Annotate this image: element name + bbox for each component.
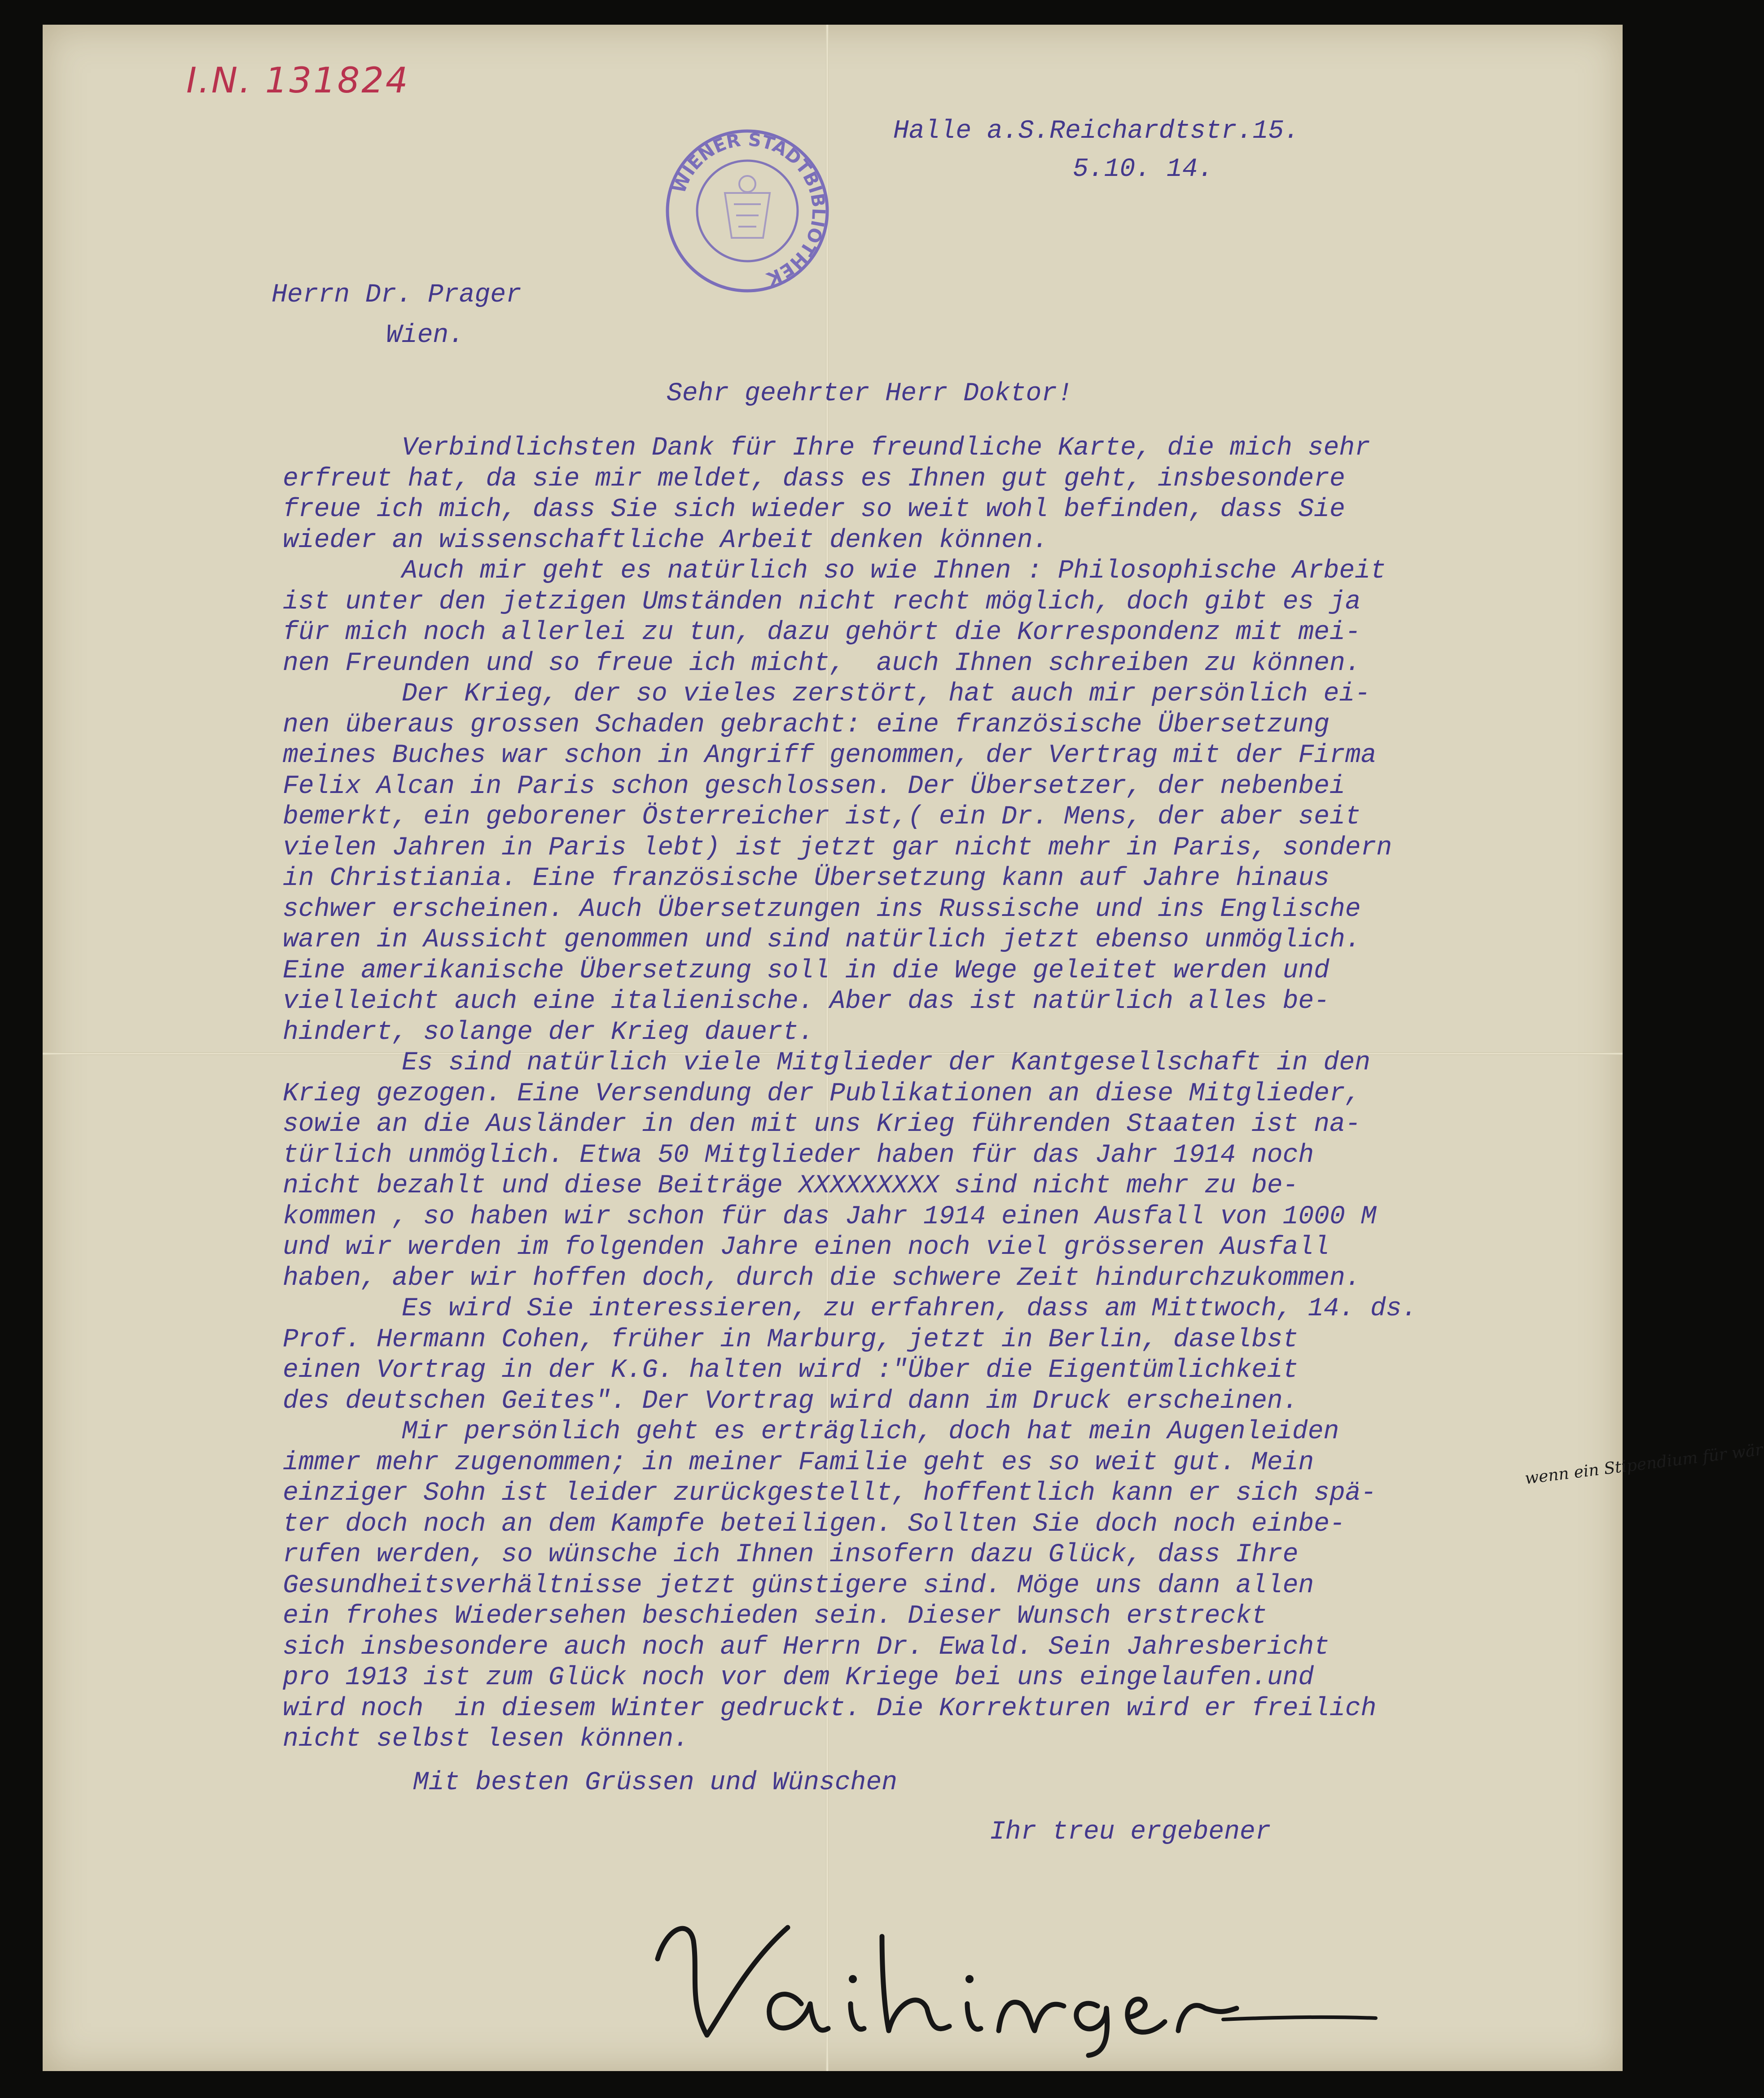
letter-body [283, 433, 1620, 1755]
stamp-text: WIENER STADTBIBLIOTHEK [668, 129, 829, 289]
body-line: Verbindlichsten Dank für Ihre freundliche Karte, die mich sehr [402, 434, 1370, 463]
body-line: waren in Aussicht genommen und sind natürlich jetzt ebenso unmöglich. [283, 925, 1361, 955]
body-line: Auch mir geht es natürlich so wie Ihnen : Philosophische Arbeit [402, 556, 1386, 586]
body-line: nen überaus grossen Schaden gebracht: eine französische Übersetzung [283, 710, 1330, 740]
body-line: vielleicht auch eine italienische. Aber das ist natürlich alles be- [283, 987, 1330, 1016]
body-line: pro 1913 ist zum Glück noch vor dem Kriege bei uns eingelaufen.und [283, 1663, 1314, 1692]
body-line: in Christiania. Eine französische Übersetzung kann auf Jahre hinaus [283, 864, 1330, 893]
salutation: Sehr geehrter Herr Doktor! [667, 379, 1073, 408]
body-line: haben, aber wir hoffen doch, durch die schwere Zeit hindurchzukommen. [283, 1263, 1361, 1293]
body-line: ter doch noch an dem Kampfe beteiligen. Sollten Sie doch noch einbe- [283, 1509, 1345, 1539]
letter-sheet [43, 25, 1764, 2071]
svg-text:WIENER STADTBIBLIOTHEK [669, 129, 829, 289]
body-line: türlich unmöglich. Etwa 50 Mitglieder haben für das Jahr 1914 noch [283, 1140, 1314, 1170]
body-line: nen Freunden und so freue ich micht, auch Ihnen schreiben zu können. [283, 648, 1361, 678]
body-line: bemerkt, ein geborener Österreicher ist,( ein Dr. Mens, der aber seit [283, 802, 1361, 832]
body-line: Krieg gezogen. Eine Versendung der Publikationen an diese Mitglieder, [283, 1079, 1361, 1108]
recipient-city: Wien. [386, 321, 465, 350]
body-line: Felix Alcan in Paris schon geschlossen. Der Übersetzer, der nebenbei [283, 771, 1345, 801]
body-line: Prof. Hermann Cohen, früher in Marburg, jetzt in Berlin, daselbst [283, 1325, 1299, 1354]
body-line: schwer erscheinen. Auch Übersetzungen ins Russische und ins Englische [283, 894, 1361, 924]
body-line: nicht bezahlt und diese Beiträge XXXXXXXXX sind nicht mehr zu be- [283, 1171, 1299, 1200]
body-line: erfreut hat, da sie mir meldet, dass es Ihnen gut geht, insbesondere [283, 464, 1345, 494]
body-line: Mir persönlich geht es erträglich, doch hat mein Augenleiden [402, 1417, 1339, 1446]
body-line: Gesundheitsverhältnisse jetzt günstigere sind. Möge uns dann allen [283, 1571, 1314, 1600]
body-line: meines Buches war schon in Angriff genommen, der Vertrag mit der Firma [283, 741, 1377, 770]
library-stamp-icon [662, 126, 833, 296]
body-line: des deutschen Geites". Der Vortrag wird dann im Druck erscheinen. [283, 1386, 1299, 1416]
handwritten-margin-note: wenn ein Stipendium für wär [1524, 1440, 1764, 1488]
handwritten-signature [640, 1901, 1380, 2062]
body-line: wird noch in diesem Winter gedruckt. Die Korrekturen wird er freilich [283, 1694, 1377, 1723]
archive-number: I.N. 131824 [186, 61, 410, 101]
body-line: Eine amerikanische Übersetzung soll in die Wege geleitet werden und [283, 956, 1330, 985]
body-line: Es sind natürlich viele Mitglieder der Kantgesellschaft in den [402, 1048, 1370, 1077]
body-line: kommen , so haben wir schon für das Jahr 1914 einen Ausfall von 1000 M [283, 1202, 1377, 1231]
body-line: sich insbesondere auch noch auf Herrn Dr. Ewald. Sein Jahresbericht [283, 1632, 1330, 1662]
recipient-name: Herrn Dr. Prager [272, 280, 522, 310]
body-line: immer mehr zugenommen; in meiner Familie geht es so weit gut. Mein [283, 1448, 1314, 1477]
body-line: vielen Jahren in Paris lebt) ist jetzt gar nicht mehr in Paris, sondern [283, 833, 1392, 863]
body-line: ist unter den jetzigen Umständen nicht recht möglich, doch gibt es ja [283, 587, 1361, 617]
body-line: für mich noch allerlei zu tun, dazu gehört die Korrespondenz mit mei- [283, 618, 1361, 647]
closing-phrase: Mit besten Grüssen und Wünschen [413, 1768, 897, 1797]
body-line: nicht selbst lesen können. [283, 1725, 689, 1754]
body-line: einen Vortrag in der K.G. halten wird :"Über die Eigentümlichkeit [283, 1356, 1299, 1385]
body-line: Der Krieg, der so vieles zerstört, hat auch mir persönlich ei- [402, 679, 1370, 709]
body-line: rufen werden, so wünsche ich Ihnen insofern dazu Glück, dass Ihre [283, 1540, 1299, 1569]
body-line: hindert, solange der Krieg dauert. [283, 1017, 814, 1047]
body-line: und wir werden im folgenden Jahre einen noch viel grösseren Ausfall [283, 1233, 1330, 1262]
body-line: einziger Sohn ist leider zurückgestellt, hoffentlich kann er sich spä- [283, 1479, 1377, 1508]
body-line: ein frohes Wiedersehen beschieden sein. Dieser Wunsch erstreckt [283, 1602, 1267, 1631]
letter-date: 5.10. 14. [1073, 155, 1214, 184]
body-line: Es wird Sie interessieren, zu erfahren, dass am Mittwoch, 14. ds. [402, 1294, 1417, 1323]
signoff: Ihr treu ergebener [990, 1818, 1271, 1847]
body-line: sowie an die Ausländer in den mit uns Krieg führenden Staaten ist na- [283, 1110, 1361, 1139]
sender-address: Halle a.S.Reichardtstr.15. [893, 117, 1299, 146]
body-line: wieder an wissenschaftliche Arbeit denken können. [283, 526, 1049, 555]
body-line: freue ich mich, dass Sie sich wieder so weit wohl befinden, dass Sie [283, 495, 1345, 524]
